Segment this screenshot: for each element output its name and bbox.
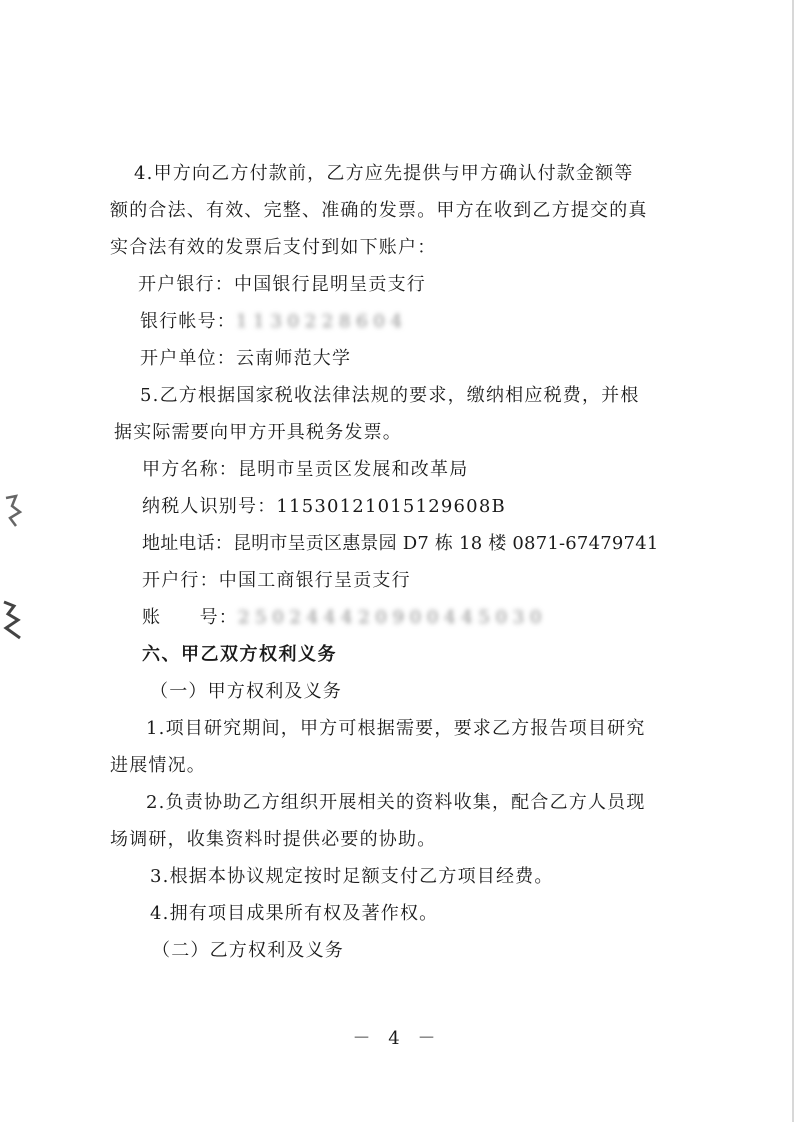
account-label: 账 号： bbox=[142, 607, 238, 628]
paragraph-line: 4.甲方向乙方付款前，乙方应先提供与甲方确认付款金额等 bbox=[134, 163, 634, 184]
bank-account-line bbox=[140, 311, 402, 333]
paragraph-line: 地址电话：昆明市呈贡区惠景园 D7 栋 18 楼 0871-67479741 bbox=[142, 533, 659, 554]
scan-artifact bbox=[0, 598, 28, 649]
paragraph-line: 甲方名称：昆明市呈贡区发展和改革局 bbox=[142, 459, 469, 480]
subsection-heading: （一）甲方权利及义务 bbox=[150, 681, 342, 702]
paragraph-line: 额的合法、有效、完整、准确的发票。甲方在收到乙方提交的真 bbox=[110, 200, 648, 221]
bank-account-label: 银行帐号： bbox=[140, 311, 236, 332]
section-heading: 六、甲乙双方权利义务 bbox=[142, 644, 337, 665]
page-number: － 4 － bbox=[352, 1028, 442, 1049]
paragraph-line: 进展情况。 bbox=[110, 755, 206, 776]
paragraph-line: 1.项目研究期间，甲方可根据需要，要求乙方报告项目研究 bbox=[146, 718, 646, 739]
subsection-heading: （二）乙方权利及义务 bbox=[152, 940, 344, 961]
account-line bbox=[142, 607, 541, 629]
paragraph-line: 开户单位：云南师范大学 bbox=[140, 348, 352, 369]
paragraph-line: 场调研，收集资料时提供必要的协助。 bbox=[110, 829, 437, 850]
paragraph-line: 2.负责协助乙方组织开展相关的资料收集，配合乙方人员现 bbox=[146, 792, 646, 813]
paragraph-line: 3.根据本协议规定按时足额支付乙方项目经费。 bbox=[150, 866, 554, 887]
redacted-bank-account: 1 1 3 0 2 2 8 6 0 4 bbox=[236, 311, 403, 332]
paragraph-line: 5.乙方根据国家税收法律法规的要求，缴纳相应税费，并根 bbox=[140, 385, 640, 406]
paragraph-line: 开户行：中国工商银行呈贡支行 bbox=[142, 570, 411, 591]
paragraph-line: 据实际需要向甲方开具税务发票。 bbox=[114, 422, 402, 443]
scan-artifact bbox=[0, 492, 28, 537]
paragraph-line: 纳税人识别号：11530121015129608B bbox=[142, 496, 506, 517]
paragraph-line: 开户银行：中国银行昆明呈贡支行 bbox=[138, 274, 426, 295]
redacted-account: 2 5 0 2 4 4 4 2 0 9 0 0 4 4 5 0 3 0 bbox=[238, 607, 542, 628]
paragraph-line: 实合法有效的发票后支付到如下账户： bbox=[110, 237, 437, 258]
paragraph-line: 4.拥有项目成果所有权及著作权。 bbox=[150, 903, 439, 924]
